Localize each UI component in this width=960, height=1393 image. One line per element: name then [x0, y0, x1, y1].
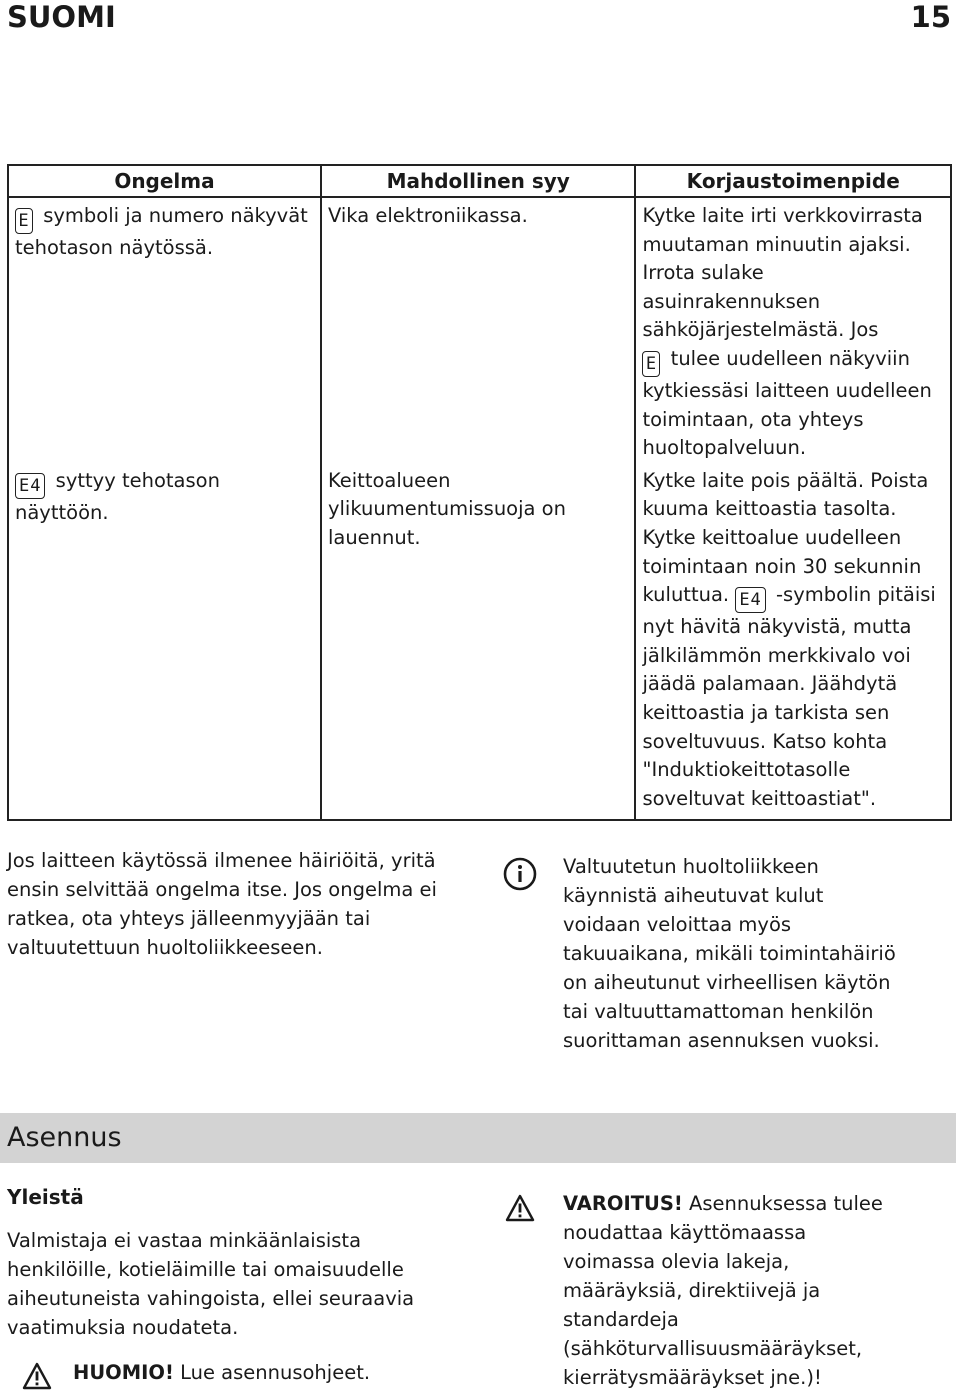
column-header-cause: Mahdollinen syy: [321, 165, 636, 197]
table-row: [8, 197, 951, 465]
warning-note: [563, 1189, 903, 1392]
note-label: HUOMIO!: [73, 1361, 174, 1384]
troubleshoot-note: Jos laitteen käytössä ilmenee häiriöitä, yritä ensin selvittää ongelma itse. Jos ongelma ei ratkea, ota yhteys jälleenmyyjään tai valtuutettuun huoltoliikkeeseen.: [7, 849, 437, 959]
problem-text: syttyy tehotason näyttöön.: [15, 468, 220, 524]
troubleshooting-table: [7, 164, 952, 821]
column-header-remedy: Korjaustoimenpide: [635, 165, 951, 197]
problem-text: symboli ja numero näkyvät tehotason näytössä.: [15, 204, 308, 259]
language-label: SUOMI: [7, 0, 116, 34]
page-header: [0, 0, 960, 34]
error-display-symbol: E: [15, 208, 33, 234]
column-header-problem: Ongelma: [8, 165, 321, 197]
warning-triangle-icon: [22, 1362, 52, 1390]
cause-cell: Keittoalueen ylikuumentumissuoja on lauennut.: [321, 465, 636, 821]
remedy-text: Kytke laite pois päältä. Poista kuuma keittoastia tasolta. Kytke keittoalue uudelleen toimintaan noin 30 sekunnin kuluttua.: [642, 468, 929, 607]
error-display-symbol: E4: [735, 587, 765, 613]
remedy-text: -symbolin pitäisi nyt hävitä näkyvistä, mutta jälkilämmön merkkivalo voi jäädä palamaan. Jäähdytä keittoastia ja tarkista sen soveltuvuus. Katso kohta "Induktiokeittotasolle soveltuvat keittoastiat".: [642, 583, 936, 810]
general-text: Valmistaja ei vastaa minkäänlaisista henkilöille, kotieläimille tai omaisuudelle aiheutuneista vahingoista, ellei seuraavia vaatimuksia noudateta.: [7, 1229, 415, 1339]
remedy-text: tulee uudelleen näkyviin kytkiessäsi laitteen uudelleen toimintaan, ota yhteys huoltopalveluun.: [642, 346, 932, 460]
section-header: [0, 1113, 956, 1163]
warning-text: Asennuksessa tulee noudattaa käyttömaassa voimassa olevia lakeja, määräyksiä, direktiivejä ja standardeja (sähköturvallisuusmääräykset, kierrätysmääräykset jne.)!: [563, 1192, 883, 1389]
note-line: [73, 1358, 473, 1387]
problem-cell: [8, 465, 321, 821]
table-header-row: [8, 165, 951, 197]
info-note: Valtuutetun huoltoliikkeen käynnistä aiheutuvat kulut voidaan veloittaa myös takuuaikana, mikäli toimintahäiriö on aiheutunut virheellisen käytön tai valtuuttamattoman henkilön suorittaman asennuksen vuoksi.: [563, 855, 896, 1052]
problem-cell: [8, 197, 321, 465]
table-row: [8, 465, 951, 821]
remedy-text: Kytke laite irti verkkovirrasta muutaman minuutin ajaksi. Irrota sulake asuinrakennuksen sähköjärjestelmästä. Jos: [642, 204, 923, 342]
info-icon: [503, 857, 537, 891]
cause-cell: Vika elektroniikassa.: [321, 197, 636, 465]
error-display-symbol: E4: [15, 473, 45, 499]
warning-label: VAROITUS!: [563, 1192, 683, 1215]
section-title: Asennus: [7, 1122, 122, 1153]
page-number: 15: [910, 0, 951, 34]
note-text: Lue asennusohjeet.: [173, 1361, 371, 1384]
remedy-cell: [635, 197, 951, 465]
subsection-title: Yleistä: [7, 1185, 84, 1209]
error-display-symbol: E: [642, 351, 660, 377]
warning-triangle-icon: [505, 1194, 535, 1222]
remedy-cell: [635, 465, 951, 821]
